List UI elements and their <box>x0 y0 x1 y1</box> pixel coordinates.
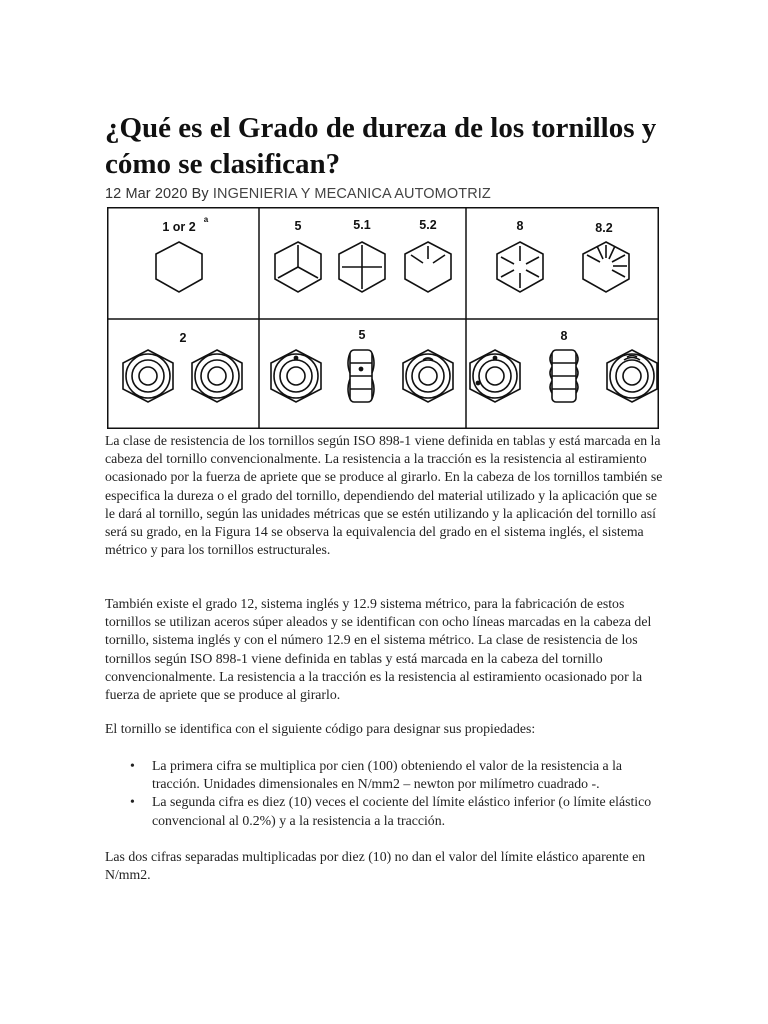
bolt-grade-figure <box>107 207 659 429</box>
properties-list <box>105 757 665 830</box>
label-5-2: 5.2 <box>419 218 437 232</box>
label-5: 5 <box>294 219 302 233</box>
label-8-2: 8.2 <box>595 221 613 235</box>
article-date: 12 Mar 2020 By <box>105 186 213 202</box>
paragraph-grade-12: También existe el grado 12, sistema inglés y 12.9 sistema métrico, para la fabricación de estos tornillos se utilizan aceros súper aleados y se identifican con ocho líneas marcadas en la cabeza del tornillo, sistema inglés y con el número 12.9 en el sistema métrico. La clase de resistencia de los tornillos según ISO 898-1 viene definida en tablas y está marcada en la cabeza del tornillo convencionalmente. La resistencia a la tracción es la resistencia al estiramiento ocasionado por la fuerza de apriete que se produce al girarlo. <box>105 596 652 703</box>
label-superscript-a: a <box>203 215 209 224</box>
paragraph-code-intro: El tornillo se identifica con el siguiente código para designar sus propiedades: <box>105 721 536 736</box>
label-1-or-2: 1 or 2 <box>162 220 196 234</box>
bullet-icon: • <box>130 758 135 773</box>
label-5-1: 5.1 <box>353 218 371 232</box>
article-title: ¿Qué es el Grado de dureza de los tornillos y cómo se clasifican? <box>105 112 657 180</box>
label-8-bottom: 8 <box>560 329 568 343</box>
list-item-text: La primera cifra se multiplica por cien (100) obteniendo el valor de la resistencia a la tracción. Unidades dimensionales en N/mm2 – newton por milímetro cuadrado -. <box>152 758 623 792</box>
label-8: 8 <box>516 219 524 233</box>
label-2-bottom: 2 <box>179 331 187 345</box>
list-item <box>105 757 665 793</box>
list-item-text: La segunda cifra es diez (10) veces el cociente del límite elástico inferior (o límite elástico convencional al 0.2%) y a la resistencia a la tracción. <box>152 794 652 828</box>
label-5-bottom: 5 <box>358 328 366 342</box>
article-byline <box>105 186 491 202</box>
article-author-link[interactable]: INGENIERIA Y MECANICA AUTOMOTRIZ <box>212 186 491 202</box>
paragraph-intro: La clase de resistencia de los tornillos según ISO 898-1 viene definida en tablas y está marcada en la cabeza del tornillo convencionalmente. La resistencia a la tracción es la resistencia al estiramiento ocasionado por la fuerza de apriete que se produce al girarlo. En la cabeza de los tornillos también se especifica la dureza o el grado del tornillo, dependiendo del material utilizado y la aplicación que se le dará al tornillo, según las unidades métricas que se estén utilizando y la aplicación del tornillo así será su grado, en la Figura 14 se observa la equivalencia del grado en el sistema inglés, el sistema métrico y para los tornillos estructurales. <box>105 433 663 558</box>
bullet-icon: • <box>130 794 135 810</box>
list-item <box>105 793 665 829</box>
paragraph-conclusion: Las dos cifras separadas multiplicadas por diez (10) no dan el valor del límite elástico aparente en N/mm2. <box>105 849 646 883</box>
